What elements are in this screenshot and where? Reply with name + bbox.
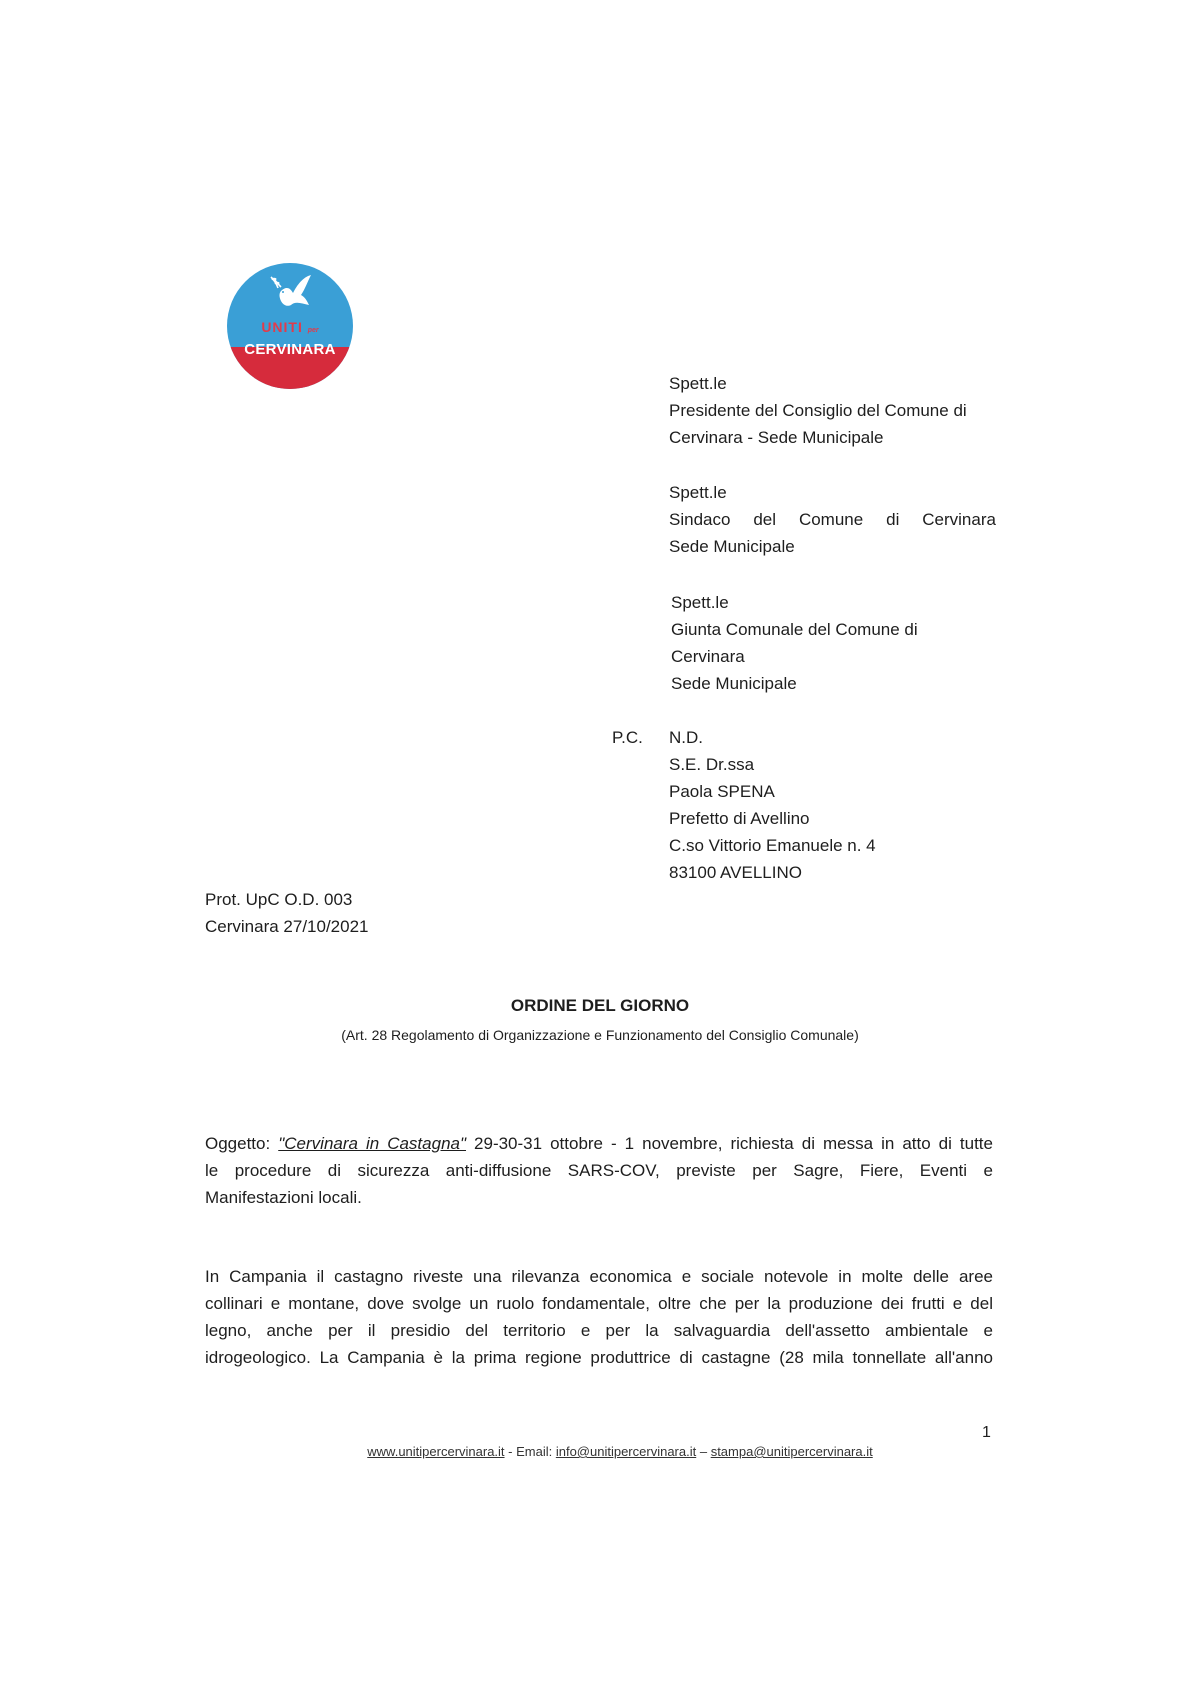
word: Comune [798,510,864,529]
logo-bottom-text: CERVINARA [244,341,336,358]
subject-line: Manifestazioni locali. [205,1188,362,1207]
pc-line: N.D. [669,728,703,747]
recipient-line: Giunta Comunale del Comune di [671,620,918,639]
protocol-number: Prot. UpC O.D. 003 [205,890,353,909]
body-line: collinari e montane, dove svolge un ruolo fondamentale, oltre che per la produzione dei frutti e del [205,1294,993,1313]
recipient-line: Presidente del Consiglio del Comune di [669,401,967,420]
place-date: Cervinara 27/10/2021 [205,917,369,936]
body-line: idrogeologico. La Campania è la prima regione produttrice di castagne (28 mila tonnellate all'anno [205,1348,993,1367]
pc-line: Prefetto di Avellino [669,809,810,828]
recipient-line: Sede Municipale [669,537,795,556]
subject-label: Oggetto: [205,1134,271,1153]
footer [0,1444,1200,1459]
recipient-line: Cervinara - Sede Municipale [669,428,884,447]
word: di [886,510,900,529]
pc-line: Paola SPENA [669,782,775,801]
recipient-line: Sede Municipale [671,674,797,693]
document-title: ORDINE DEL GIORNO [510,996,690,1015]
body-line: In Campania il castagno riveste una rilevanza economica e sociale notevole in molte delle aree [205,1267,993,1286]
pc-line: S.E. Dr.ssa [669,755,755,774]
recipient-line: Cervinara [671,647,745,666]
subject-text: 29-30-31 ottobre - 1 novembre, richiesta di messa in atto di tutte [474,1134,993,1153]
page-number: 1 [982,1424,991,1441]
footer-separator: - Email: [504,1444,556,1459]
dove-icon [265,271,315,317]
recipient-line: Spett.le [669,483,727,502]
email-press-link[interactable]: stampa@unitipercervinara.it [710,1444,873,1459]
pc-label: P.C. [612,728,643,747]
body-line: legno, anche per il presidio del territorio e per la salvaguardia dell'assetto ambientale e [205,1321,993,1340]
website-link[interactable]: www.unitipercervinara.it [367,1444,505,1459]
email-info-link[interactable]: info@unitipercervinara.it [555,1444,697,1459]
recipient-line: Spett.le [669,374,727,393]
event-name: "Cervinara in Castagna" [278,1134,467,1153]
document-subtitle: (Art. 28 Regolamento di Organizzazione e Funzionamento del Consiglio Comunale) [341,1027,859,1043]
logo-top-text: UNITI per [261,319,319,335]
party-logo [227,263,353,389]
word: del [753,510,777,529]
subject-line [205,1130,993,1157]
subject-line: le procedure di sicurezza anti-diffusione SARS-COV, previste per Sagre, Fiere, Eventi e [205,1161,993,1180]
word: Cervinara [922,510,996,529]
recipient-line-justified [669,509,996,531]
pc-line: 83100 AVELLINO [669,863,802,882]
recipient-line: Spett.le [671,593,729,612]
pc-line: C.so Vittorio Emanuele n. 4 [669,836,876,855]
word: Sindaco [669,510,731,529]
footer-separator: – [696,1444,711,1459]
